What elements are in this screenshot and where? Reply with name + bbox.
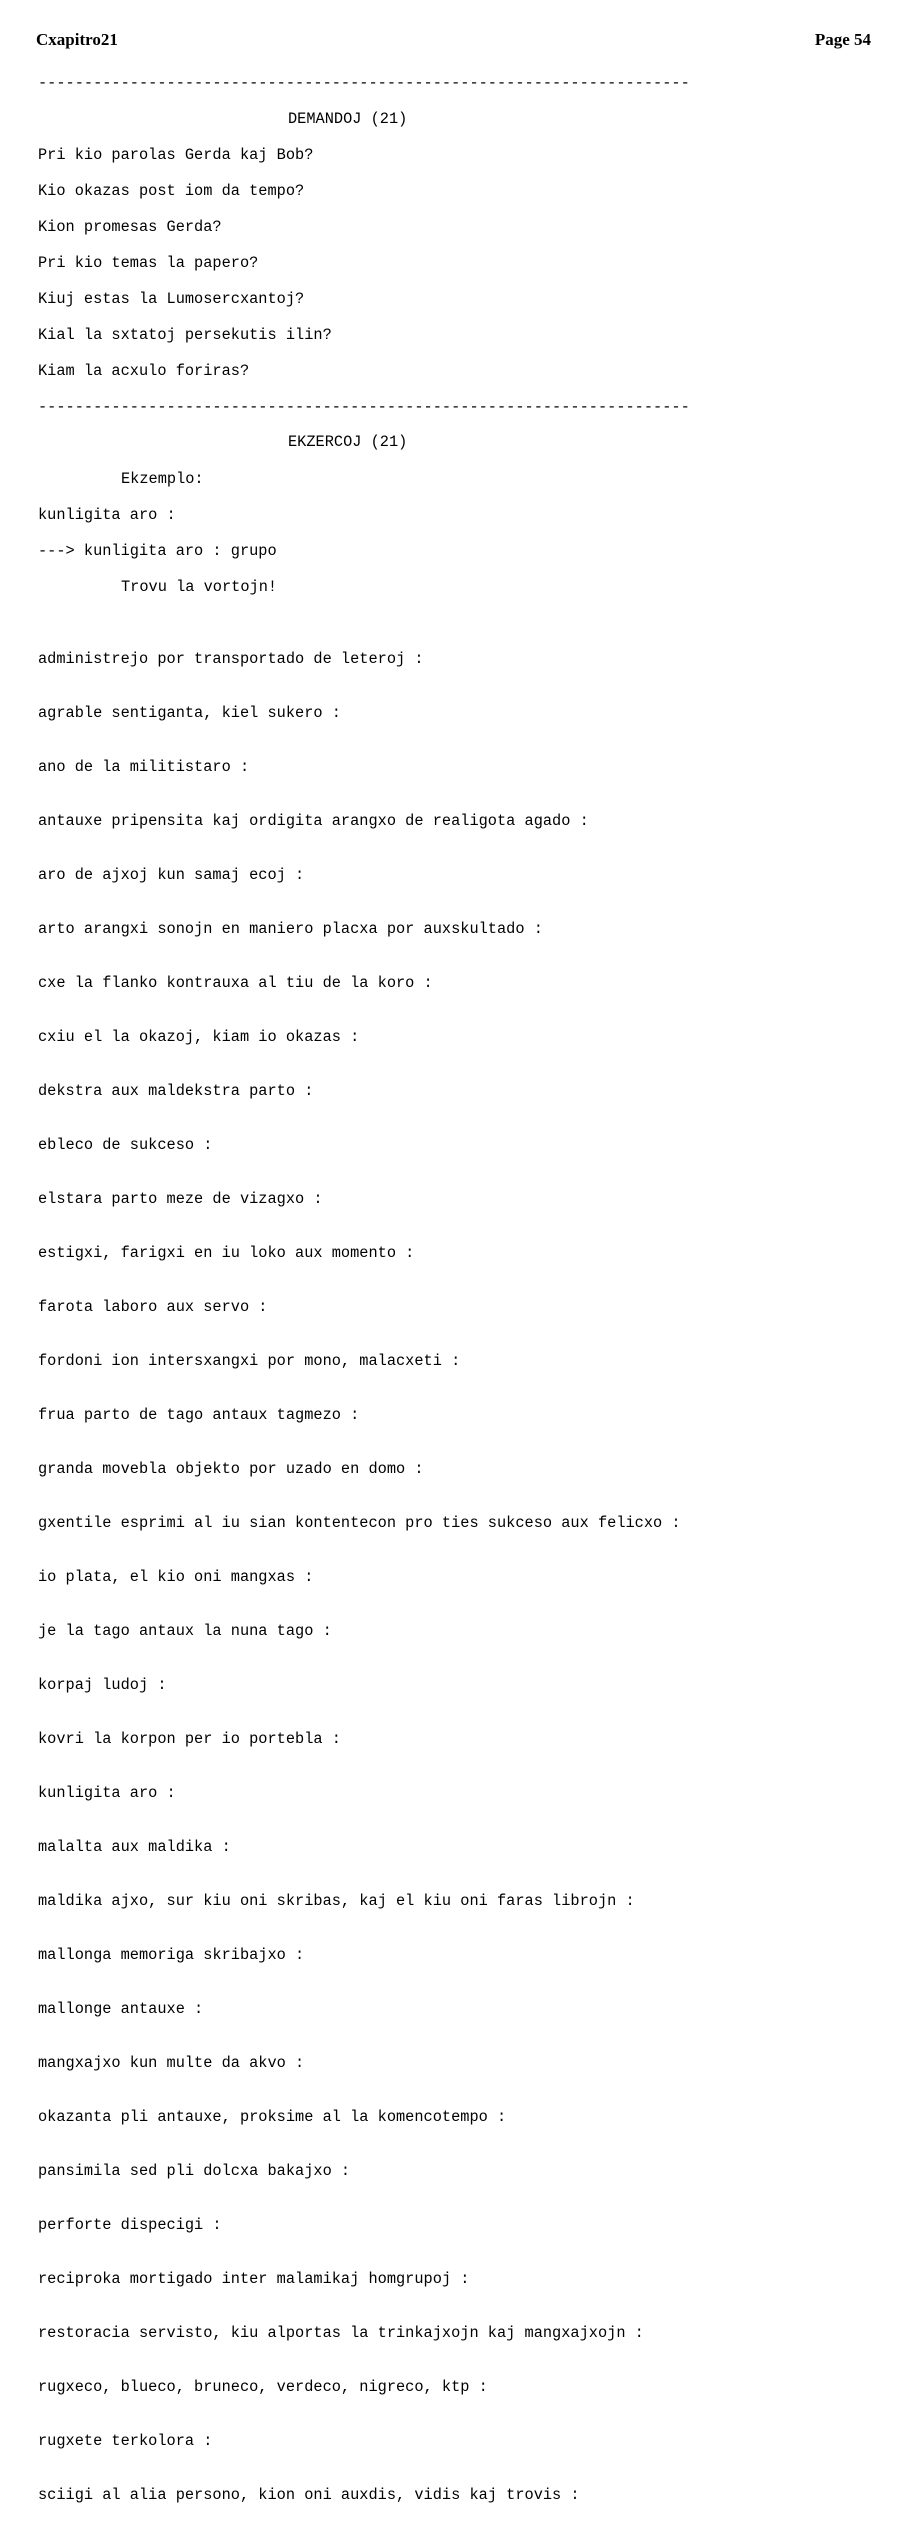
page-number: Page 54 [814, 30, 871, 49]
exercise-item: sciigi al alia persono, kion oni auxdis, vidis kaj trovis : [38, 2486, 580, 2504]
question-item: Pri kio parolas Gerda kaj Bob? [38, 146, 314, 164]
exercises-heading: EKZERCOJ (21) [288, 433, 408, 451]
example-answer: ---> kunligita aro : grupo [38, 542, 277, 560]
exercise-item: administrejo por transportado de leteroj : [38, 650, 424, 668]
exercise-item: reciproka mortigado inter malamikaj homgrupoj : [38, 2270, 470, 2288]
question-item: Kiam la acxulo foriras? [38, 362, 250, 380]
questions-heading: DEMANDOJ (21) [288, 110, 408, 128]
exercise-item: agrable sentiganta, kiel sukero : [38, 704, 341, 722]
question-item: Kio okazas post iom da tempo? [38, 182, 305, 200]
question-item: Pri kio temas la papero? [38, 254, 259, 272]
exercise-item: aro de ajxoj kun samaj ecoj : [38, 866, 305, 884]
exercise-item: mangxajxo kun multe da akvo : [38, 2054, 305, 2072]
exercise-item: gxentile esprimi al iu sian kontentecon pro ties sukceso aux felicxo : [38, 1514, 681, 1532]
exercise-item: elstara parto meze de vizagxo : [38, 1190, 323, 1208]
exercise-item: granda movebla objekto por uzado en domo : [38, 1460, 424, 1478]
example-label: Ekzemplo: [121, 470, 204, 488]
divider-rule: ----------------------------------------------------------------------- [38, 398, 690, 416]
question-item: Kial la sxtatoj persekutis ilin? [38, 326, 332, 344]
exercise-item: maldika ajxo, sur kiu oni skribas, kaj el kiu oni faras librojn : [38, 1892, 635, 1910]
exercise-item: fordoni ion intersxangxi por mono, malacxeti : [38, 1352, 461, 1370]
exercise-list [38, 614, 681, 2522]
exercise-item: kunligita aro : [38, 1784, 176, 1802]
question-item: Kiuj estas la Lumosercxantoj? [38, 290, 305, 308]
exercise-item: malalta aux maldika : [38, 1838, 231, 1856]
exercise-item: pansimila sed pli dolcxa bakajxo : [38, 2162, 351, 2180]
exercise-item: ebleco de sukceso : [38, 1136, 213, 1154]
exercise-item: rugxeco, blueco, bruneco, verdeco, nigreco, ktp : [38, 2378, 488, 2396]
exercise-item: antauxe pripensita kaj ordigita arangxo de realigota agado : [38, 812, 589, 830]
exercise-item: frua parto de tago antaux tagmezo : [38, 1406, 360, 1424]
page-header [36, 30, 871, 54]
exercise-item: ano de la militistaro : [38, 758, 250, 776]
exercise-item: mallonga memoriga skribajxo : [38, 1946, 305, 1964]
chapter-title: Cxapitro21 [36, 30, 118, 49]
exercise-item: kovri la korpon per io portebla : [38, 1730, 341, 1748]
exercise-item: rugxete terkolora : [38, 2432, 213, 2450]
exercise-item: cxe la flanko kontrauxa al tiu de la koro : [38, 974, 433, 992]
divider-rule: ----------------------------------------------------------------------- [38, 74, 690, 92]
example-prompt: kunligita aro : [38, 506, 176, 524]
exercise-item: arto arangxi sonojn en maniero placxa por auxskultado : [38, 920, 543, 938]
exercise-item: farota laboro aux servo : [38, 1298, 268, 1316]
exercise-item: perforte dispecigi : [38, 2216, 222, 2234]
exercise-item: restoracia servisto, kiu alportas la trinkajxojn kaj mangxajxojn : [38, 2324, 644, 2342]
exercise-instruction: Trovu la vortojn! [121, 578, 278, 596]
exercise-item: okazanta pli antauxe, proksime al la komencotempo : [38, 2108, 507, 2126]
exercise-item: je la tago antaux la nuna tago : [38, 1622, 332, 1640]
exercise-item: cxiu el la okazoj, kiam io okazas : [38, 1028, 360, 1046]
exercise-item: korpaj ludoj : [38, 1676, 167, 1694]
exercise-item: estigxi, farigxi en iu loko aux momento : [38, 1244, 415, 1262]
exercise-item: mallonge antauxe : [38, 2000, 204, 2018]
exercise-item: io plata, el kio oni mangxas : [38, 1568, 314, 1586]
exercise-item: dekstra aux maldekstra parto : [38, 1082, 314, 1100]
question-item: Kion promesas Gerda? [38, 218, 222, 236]
